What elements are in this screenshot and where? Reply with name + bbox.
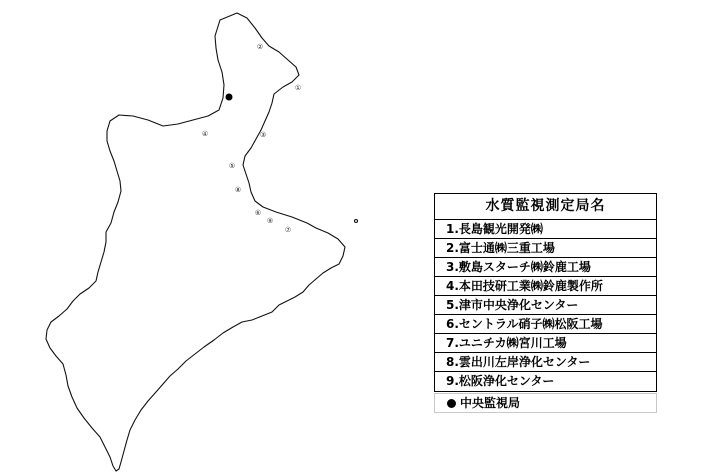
central-station-marker xyxy=(226,94,233,101)
station-marker-5 xyxy=(229,162,235,170)
station-number: ⑥ xyxy=(254,209,262,217)
station-marker-9 xyxy=(267,217,273,225)
station-marker-6 xyxy=(255,209,261,217)
legend-item-9: 9.松阪浄化センター xyxy=(446,374,555,388)
station-marker-8 xyxy=(235,186,241,194)
central-station-label: 中央監視局 xyxy=(460,396,521,410)
station-number: ⑧ xyxy=(234,186,242,194)
station-marker-2 xyxy=(257,43,263,51)
legend-item-8: 8.雲出川左岸浄化センター xyxy=(435,353,656,372)
station-marker-1 xyxy=(295,84,301,92)
station-number: ⑤ xyxy=(228,162,236,170)
station-number: ④ xyxy=(201,130,209,138)
station-marker-4 xyxy=(202,130,208,138)
station-marker-3 xyxy=(260,131,266,139)
station-number: ③ xyxy=(259,131,267,139)
legend-item-6: 6.セントラル硝子㈱松阪工場 xyxy=(435,315,656,334)
legend-item-7: 7.ユニチカ㈱宮川工場 xyxy=(435,334,656,353)
legend-item-4: 4.本田技研工業㈱鈴鹿製作所 xyxy=(435,277,656,296)
prefecture-outline xyxy=(46,13,345,471)
central-station-legend xyxy=(434,393,657,413)
station-marker-7 xyxy=(285,226,291,234)
central-station-dot-icon xyxy=(447,399,456,408)
station-number: ① xyxy=(294,84,302,92)
station-number: ⑦ xyxy=(284,226,292,234)
legend-item-3: 3.敷島スターチ㈱鈴鹿工場 xyxy=(435,258,656,277)
station-number: ② xyxy=(256,43,264,51)
legend-item-2: 2.富士通㈱三重工場 xyxy=(435,239,656,258)
legend-table xyxy=(434,193,657,392)
legend-item-5: 5.津市中央浄化センター xyxy=(435,296,656,315)
legend-title: 水質監視測定局名 xyxy=(435,194,656,220)
small-island xyxy=(355,220,358,223)
legend-item-1: 1.長島観光開発㈱ xyxy=(435,220,656,239)
station-number: ⑨ xyxy=(266,217,274,225)
